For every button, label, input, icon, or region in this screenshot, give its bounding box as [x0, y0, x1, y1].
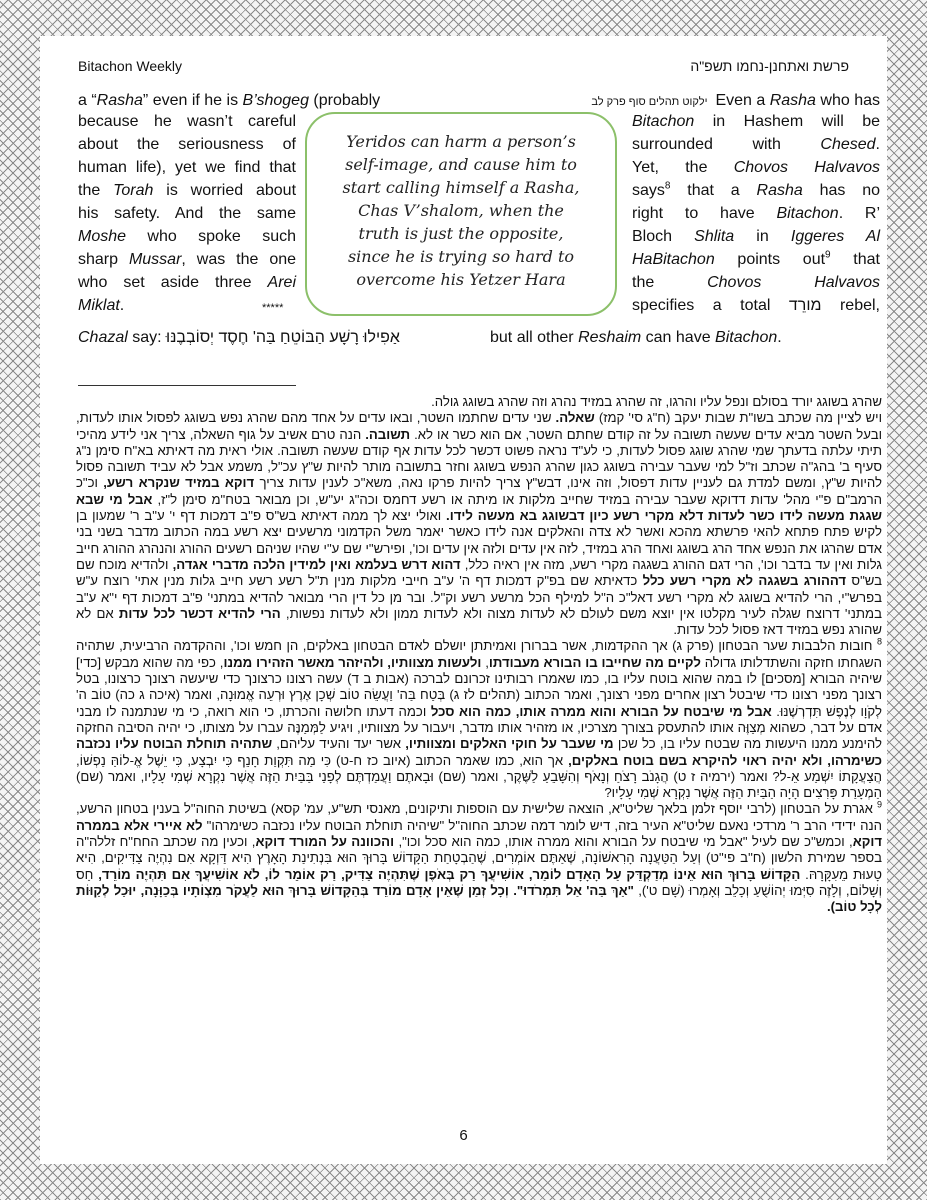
italic-term: Rasha [769, 92, 816, 109]
text-line [632, 202, 880, 225]
text-segment: specifies a total [632, 297, 789, 314]
bold-text: שתהיה תוחלת הבוטח עליו נכזבה כשימרהו, ולא יהיה ראוי להיקרא בשם בוטח באלקים, [76, 736, 882, 768]
text-segment: ויש לציין מה שכתב בשו"ת שבות יעקב (ח"ג סי' קמז) [594, 410, 882, 426]
text-segment: שהרג בשוגג יורד בסולם ונפל עליו והרגו, זה שהרג במזיד נהרג וזה שהרג בשוגג גולה. [431, 394, 882, 409]
text-segment: can have [641, 329, 716, 346]
text-line [632, 294, 880, 317]
text-segment: Even a [715, 92, 770, 109]
text-segment: about the seriousness of [78, 136, 296, 153]
pull-quote-callout [305, 112, 617, 316]
text-line [78, 271, 296, 294]
text-segment: כדאיתא שם בפ"ק דמכות דף ה' ע"ב חייבי מלקות מנין ת"ל רשע רשע חייב גלות מנין אתי' רוצח ע"ש בפרש"י, הרי להדיא בשוגג לא מקרי רשע דאל"כ ה"ל למילף הכל מרשע רשע וק"ל. ובר מן כל דין הרי מבואר להדיא במתני' פ"ב דמכות דף י"א ע"ב במתני' דרוצח שגלה לעיר מקלטו אין יוצא משם לעולם לא לעדות מצוה ולא לעדות ממון ולא לעדות נפשות, [76, 573, 882, 621]
text-segment: אשר יעד והעיד עליהם, [272, 736, 406, 752]
callout-line: since he is trying so hard to [347, 247, 575, 266]
italic-term: Shlita [694, 228, 735, 245]
bold-text: והכוונה על המורד דוקא [255, 834, 395, 850]
text-segment: מורֵד [788, 297, 822, 314]
bold-text: תשובה. [365, 426, 411, 442]
text-segment: ולהדיא מוכח שם בש"ס [76, 556, 883, 589]
italic-term: Mussar [128, 251, 182, 268]
text-segment: that [830, 251, 880, 268]
text-line [78, 248, 296, 271]
text-segment: אגרת על הבטחון (לרבי יוסף זלמן בלאך שליט"א, הוצאה שלישית עם הוספות ותיקונים, מאנסי תש"ע, עמ' קסא) בשיטת החוה"ל בענין בטחון הרשע, הנה ידידי הרב ר' מרדכי נאעם שליט"א העיר בזה, דיש לומר דמה שכתב החוה"ל "שיהיה תוחלת הבוטח עליו נכזבה כשימרהו" [76, 801, 882, 833]
text-line [78, 202, 296, 225]
italic-term: Moshe [78, 228, 127, 245]
text-segment: ואולי יצא לך ממה דאיתא בש"ס פ"ב דמכות דף י' ע"ב ר' שמעון בן לקיש פתח פתחא להאי פרשתא מהכא ואשר לא צדה והאלקים אנה לידו כאשר יאמר משל הקדמוני מרשעים יצא רשע במה הכתוב מדבר בשני בני אדם שהרגו את הנפש אחד הרג בשוגג ואחד הרג במזיד, לזה אין עדים ולזה אין עדים וכו', ופירש"י שם ע"י שהיו שניהם רשעים ההורג והנהרג ההורג חייב גלות ואין עד בדבר וכו', הרי דגם ההורג בשגגה מקרי רשע, מזה אין ראיה כלל, [76, 508, 882, 572]
text-segment: a “ [78, 92, 97, 109]
article-left-column [78, 110, 296, 317]
callout-line: self-image, and cause him to [345, 155, 577, 174]
text-segment: sharp [78, 251, 129, 268]
text-segment: that a [670, 182, 757, 199]
source-citation: ילקוט תהלים סוף פרק לב [591, 96, 708, 108]
bold-text: ולעשות מצוותיו, ולהיזהר מאשר הזהירו ממנו [223, 654, 482, 670]
italic-term: Chazal [78, 329, 128, 346]
italic-term: Torah [113, 182, 154, 199]
footnote-ref: 8 [664, 180, 671, 192]
text-line [78, 179, 296, 202]
text-line [632, 271, 880, 294]
text-segment: , was the one [181, 251, 297, 268]
text-segment: חובות הלבבות שער הבטחון (פרק ג) אך ההקדמות, אשר בברורן ואמיתתן יושלם לאדם הבטחון באלקים, הן חמש וכו', וההקדמה הרביעית, שתהיה השגחתו חזקה והשתדלותו גדולה [76, 638, 882, 670]
text-segment: חַס וְשָׁלוֹם, וְלָזֶה סִיְּמוּ יְהוֹשֻׁעַ וְכָלֵב וְאָמְרוּ (שָׁם ט'), [76, 866, 882, 898]
text-segment: the [78, 182, 114, 199]
text-segment: says [632, 182, 665, 199]
italic-term: Chesed [820, 136, 876, 153]
text-segment: right to have [632, 205, 777, 222]
article-last-line-right [490, 327, 782, 349]
italic-term: Bitachon [715, 329, 778, 346]
text-segment: וכ"כ הרמב"ם פ"י מהל' עדות דדוקא שעבר עבירה במזיד שחייב מלקות או מיתה או רשע דחמס וכה"ג יע"ש, וכן מבואר בטח"מ סימן ל"ז, [76, 475, 882, 507]
bold-text: אבל מי שבא שגגת מעשה לידו כשר לעדות דלא מקרי רשע כיון דבשוגג בא מעשה לידו. [76, 491, 882, 524]
article-right-column [632, 110, 880, 317]
text-segment: who set aside three [78, 274, 268, 291]
text-segment: has no [802, 182, 880, 199]
text-segment: points out [714, 251, 826, 268]
italic-term: Bitachon [776, 205, 839, 222]
footnote-9-text [76, 801, 882, 914]
page-number: 6 [459, 1127, 468, 1144]
text-segment: , [481, 654, 489, 670]
bold-text: לא איירי אלא בממרה דוקא [76, 817, 882, 850]
callout-line: overcome his Yetzer Hara [356, 270, 566, 289]
footnote-continuation-2 [76, 410, 882, 638]
hebrew-quote: אַפִילוּ רָשָׁע הַבּוֹטֵחַ בַּה' חֶסֶד יְסוֹבְבֶנּוּ [166, 329, 400, 346]
footnote-continuation [76, 394, 882, 410]
chazal-say [78, 329, 166, 346]
text-segment: in Hashem will be [694, 113, 880, 130]
text-segment: is worried about [153, 182, 297, 199]
bold-text: הַקָּדוֹשׁ בָּרוּךְ הוּא אֵינוֹ מְדַקְדֵּק עַל הָאָדָם לוֹמַר, אוֹשִׁיעֲךָ רַק בְּאֹפֶן שֶׁתִּהְיֶה צַדִּיק, רַק אוֹמֵר לוֹ, לֹא אוֹשִׁיעֲךָ אִם תִּהְיֶה מוֹרֵד, [98, 866, 801, 882]
text-segment: his safety. And the same [78, 205, 296, 222]
text-segment: אך הוא, כמו שאמר הכתוב (איוב כז ח-ט) כִּי מַה תִּקְוַת חָנֵף כִּי יִבְצָע, כִּי יֵשֶׁל אֱ-לוֹהַּ נַפְשׁוֹ, הֲצַעֲקָתוֹ יִשְׁמַע אֵ-ל? ואמר (ירמיה ז ט) הֲגָנֹב רָצֹחַ וְנָאֹף וְהִשָּׁבֵעַ לַשֶּׁקֶר, ואמר (שם) וּבָאתֶם וַעֲמַדְתֶּם לְפָנַי בַּבַּיִת הַזֶּה אֲשֶׁר נִקְרָא שְׁמִי עָלָיו, ואמר (שם) הַמְעָרַת פָּרִצִים הָיָה הַבַּיִת הַזֶּה אֲשֶׁר נִקְרָא שְׁמִי עָלָיו? [76, 752, 882, 801]
text-segment [761, 274, 814, 291]
text-segment: , כפי מה שהוא מבקש [כדי] שיהיה הבורא [מסכים] לו במה שהוא בוטח עליו בו, כמו שאמרו רבותינו זכרונם לברכה (אבות ב ד) עשה רצונו כרצונך כדי שיעשה רצונך כרצונו, בטל רצונך מפני רצונו כדי שיבטל רצון אחרים מפני רצונך, ואמר הכתוב (תהלים לז ג) בְּטַח בַּה' וַעֲשֵׂה טוֹב שְׁכָן אֶרֶץ וּרְעֵה אֱמוּנָה, ואמר (איכה ג כה) טוֹב ה' לְקֹוָו לְנֶפֶשׁ תִּדְרְשֶׁנּוּ. [76, 654, 882, 719]
text-segment: but all other [490, 329, 579, 346]
italic-term: Halvavos [814, 274, 880, 291]
text-segment: וכמה דעתו חלושה והכרתו, כי הוא רואה, כי מי שנתמנה לו מבני אדם על דבר, כשהוא מְצַוֶּה אותו להתעסק בצורך מצרכיו, או מזהיר אותו מדבר, ויעבור על מצוותיו, ויגיע לַמְּמַנֶּה עברו על מצותו, כי יהיה הסיבה החזקה להימנע ממנו היעשות מה שבטח עליו בו, כל שכן [76, 703, 882, 752]
text-segment: שני עדים שחתמו השטר, ובאו עדים על אחד מהם שהרג נפש בשוגג לפסול אותו לעדות, ובעל השטר מביא עדים שעשה תשובה על זה קודם שחתם השטר, אם הוא כשר או לא. [76, 410, 883, 442]
bold-text: דההורג בשגגה לא מקרי רשע כלל [642, 573, 847, 589]
footnote-8 [76, 638, 882, 801]
text-segment: . [119, 297, 125, 314]
text-segment: . [777, 329, 782, 346]
text-line [632, 133, 880, 156]
section-divider-stars: ***** [262, 302, 284, 314]
text-line [78, 133, 296, 156]
italic-term: Reshaim [578, 329, 642, 346]
footnote-number: 8 [876, 637, 882, 648]
header-parsha-title: פרשת ואתחנן-נחמו תשפ"ה [690, 58, 849, 74]
footnotes [76, 394, 882, 916]
text-segment: rebel, [821, 297, 880, 314]
bold-text: דוקא במזיד שנקרא רשע, [103, 475, 255, 491]
footnote-ref: 9 [825, 249, 831, 261]
text-segment: in [734, 228, 791, 245]
text-segment: surrounded with [632, 136, 821, 153]
footnote-number: 9 [876, 800, 882, 811]
text-segment: . R’ [838, 205, 881, 222]
bold-text: מי שעבר על חוקי האלקים ומצוותיו, [405, 736, 614, 752]
text-segment: Yet, the [632, 159, 734, 176]
italic-term: Chovos Halvavos [733, 159, 881, 176]
text-segment: ” even if he is [142, 92, 243, 109]
text-segment: , וכמש"כ שם לעיל "אבל מי שיבטח על הבורא והוא ממרה אותו, כמה הוא סכל וכו", [394, 834, 853, 850]
text-segment: Bloch [632, 228, 695, 245]
bold-text: לקיים מה שחייבו בו הבורא מעבודתו [488, 654, 701, 670]
callout-line: Chas V’shalom, when the [358, 201, 564, 220]
text-segment: the [632, 274, 708, 291]
italic-term: B’shogeg [242, 92, 309, 109]
italic-term: Miklat [78, 297, 120, 314]
italic-term: Chovos [707, 274, 762, 291]
text-segment: , וכעין מה שכתב החח"ח זללה"ה בספר שמירת הלשון (ח"ב פי"ט) וְעַל הַטַּעֲנָה הָרִאשׁוֹנָה, שֶׁאַתֶּם אוֹמְרִים, שֶׁהַבְטָחַת הַקָּדוֹשׁ בָּרוּךְ הוּא בִּנְתִינַת הָאָרֶץ הִיא דַּוְקָא אִם נִהְיֶה צַדִּיקִים, הִיא טָעוּת מֵעִקָּרָהּ. [76, 834, 882, 882]
italic-term: Arei [267, 274, 296, 291]
italic-term: Rasha [756, 182, 803, 199]
article-line-1-right-text [715, 92, 880, 109]
text-line [632, 179, 880, 202]
article-last-line-left [78, 327, 400, 349]
callout-line: start calling himself a Rasha, [342, 178, 580, 197]
text-segment: הנה טרם אשיב על גוף השאלה, צריך אני לידע מהיכי תיתי עלתה בדעתך שמי שהרג שוגג פסול לעדות, כי לע"ד נראה פשוט דכשר לכל עדות אף קודם שעשה תשובה. אולי ראית מה דאיתא בא"ח סימן נ"ג סעיף ב' בהג"ה שכתב וז"ל למי שעבר עבירה בשוגג כגון שהרג הנפש בשוגג וחזר בתשובה מותר להיות ש"ץ עכ"ל, משמע אבל לא עביד תשובה פסול להיות ש"ץ, ומשם למדת גם לעניין עדות דפסול, וזה אינו, דבש"ץ צריך להיות פרקו נאה, משא"כ לענין עדות צריך [76, 426, 882, 491]
text-line [632, 225, 880, 248]
text-segment: . [875, 136, 880, 153]
text-segment: because he wasn’t careful [78, 113, 296, 130]
text-line [78, 110, 296, 133]
text-segment: human life), yet we find that [78, 159, 296, 176]
callout-line: Yeridos can harm a person’s [346, 132, 576, 151]
bold-text: דהוא דרש בעלמא ואין למידין הלכה מדברי אגדה, [172, 556, 461, 572]
footnote-9 [76, 801, 882, 915]
text-line [78, 156, 296, 179]
text-segment: who spoke such [126, 228, 296, 245]
article-line-1-left [78, 90, 380, 112]
footnote-8-text [76, 638, 882, 800]
text-line [78, 225, 296, 248]
bold-text: שאלה. [555, 410, 595, 426]
callout-line: truth is just the opposite, [358, 224, 564, 243]
italic-term: Bitachon [632, 113, 695, 130]
text-segment: (probably [308, 92, 381, 109]
text-line [632, 110, 880, 133]
text-line [632, 156, 880, 179]
text-segment: say: [127, 329, 167, 346]
text-segment: who has [815, 92, 880, 109]
bold-text: אבל מי שיבטח על הבורא והוא ממרה אותו, כמה הוא סכל [430, 703, 772, 719]
bold-text: הרי להדיא דכשר לכל עדות [118, 605, 281, 621]
italic-term: HaBitachon [632, 251, 715, 268]
footnote-separator [78, 385, 296, 386]
text-line [632, 248, 880, 271]
bold-text: "אַךְ בַּה' אַל תִּמְרֹדוּ". וְכָל זְמַן שֶׁאֵין אָדָם מוֹרֵד בְּהַקָּדוֹשׁ בָּרוּךְ הוּא לַעֲקֹר מִצְוֹתָיו בְּכַוָּנָה, יוּכַל לְקַוּוֹת לְכָל טוֹב). [76, 882, 882, 915]
italic-term: Iggeres Al [790, 228, 881, 245]
text-segment: אם לא שהורג נפש במזיד דאז פסול לכל עדות. [76, 605, 882, 638]
header-publication-title: Bitachon Weekly [78, 58, 183, 74]
italic-term: Rasha [96, 92, 143, 109]
